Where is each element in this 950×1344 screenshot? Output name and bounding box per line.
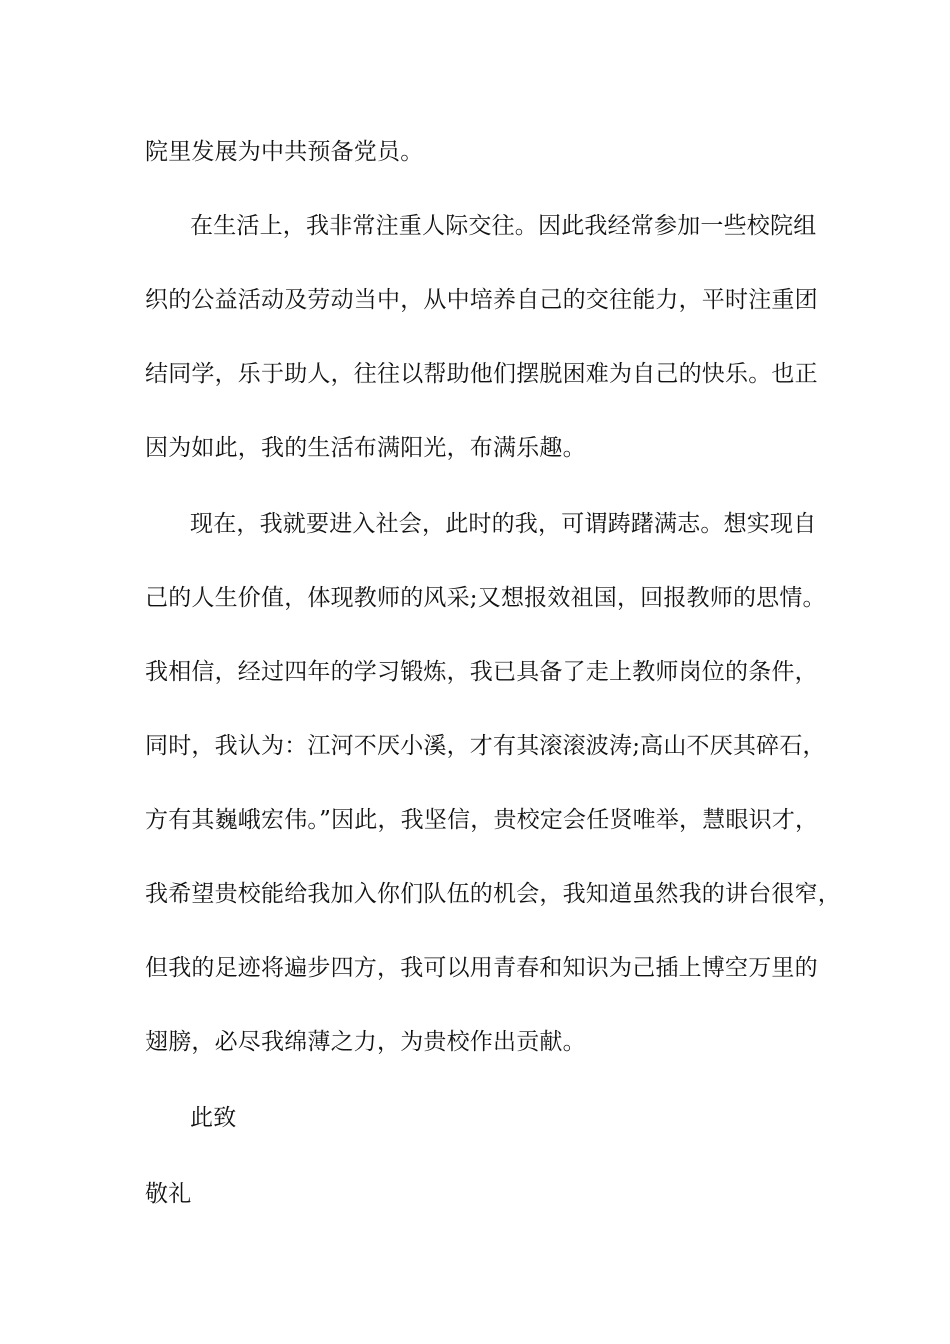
paragraph-line: 己的人生价值，体现教师的风采;又想报效祖国，回报教师的思情。 <box>145 585 826 611</box>
paragraph-line: 在生活上，我非常注重人际交往。因此我经常参加一些校院组 <box>190 213 817 239</box>
paragraph-line: 方有其巍峨宏伟。”因此，我坚信，贵校定会任贤唯举，慧眼识才， <box>145 807 819 833</box>
paragraph-line: 因为如此，我的生活布满阳光，布满乐趣。 <box>145 435 586 461</box>
paragraph-line: 但我的足迹将遍步四方，我可以用青春和知识为己插上博空万里的 <box>145 955 818 981</box>
closing-regards: 敬礼 <box>145 1181 192 1207</box>
closing-salutation: 此致 <box>190 1105 237 1131</box>
paragraph-line: 同时，我认为：江河不厌小溪，才有其滚滚波涛;高山不厌其碎石， <box>145 733 826 759</box>
paragraph-line: 我相信，经过四年的学习锻炼，我已具备了走上教师岗位的条件， <box>145 659 818 685</box>
paragraph-line: 织的公益活动及劳动当中，从中培养自己的交往能力，平时注重团 <box>145 287 818 313</box>
paragraph-line: 现在，我就要进入社会，此时的我，可谓踌躇满志。想实现自 <box>190 511 817 537</box>
paragraph-line: 院里发展为中共预备党员。 <box>145 139 424 165</box>
paragraph-line: 翅膀，必尽我绵薄之力，为贵校作出贡献。 <box>145 1029 586 1055</box>
paragraph-line: 我希望贵校能给我加入你们队伍的机会，我知道虽然我的讲台很窄， <box>145 881 841 907</box>
paragraph-line: 结同学，乐于助人，往往以帮助他们摆脱困难为自己的快乐。也正 <box>145 361 818 387</box>
